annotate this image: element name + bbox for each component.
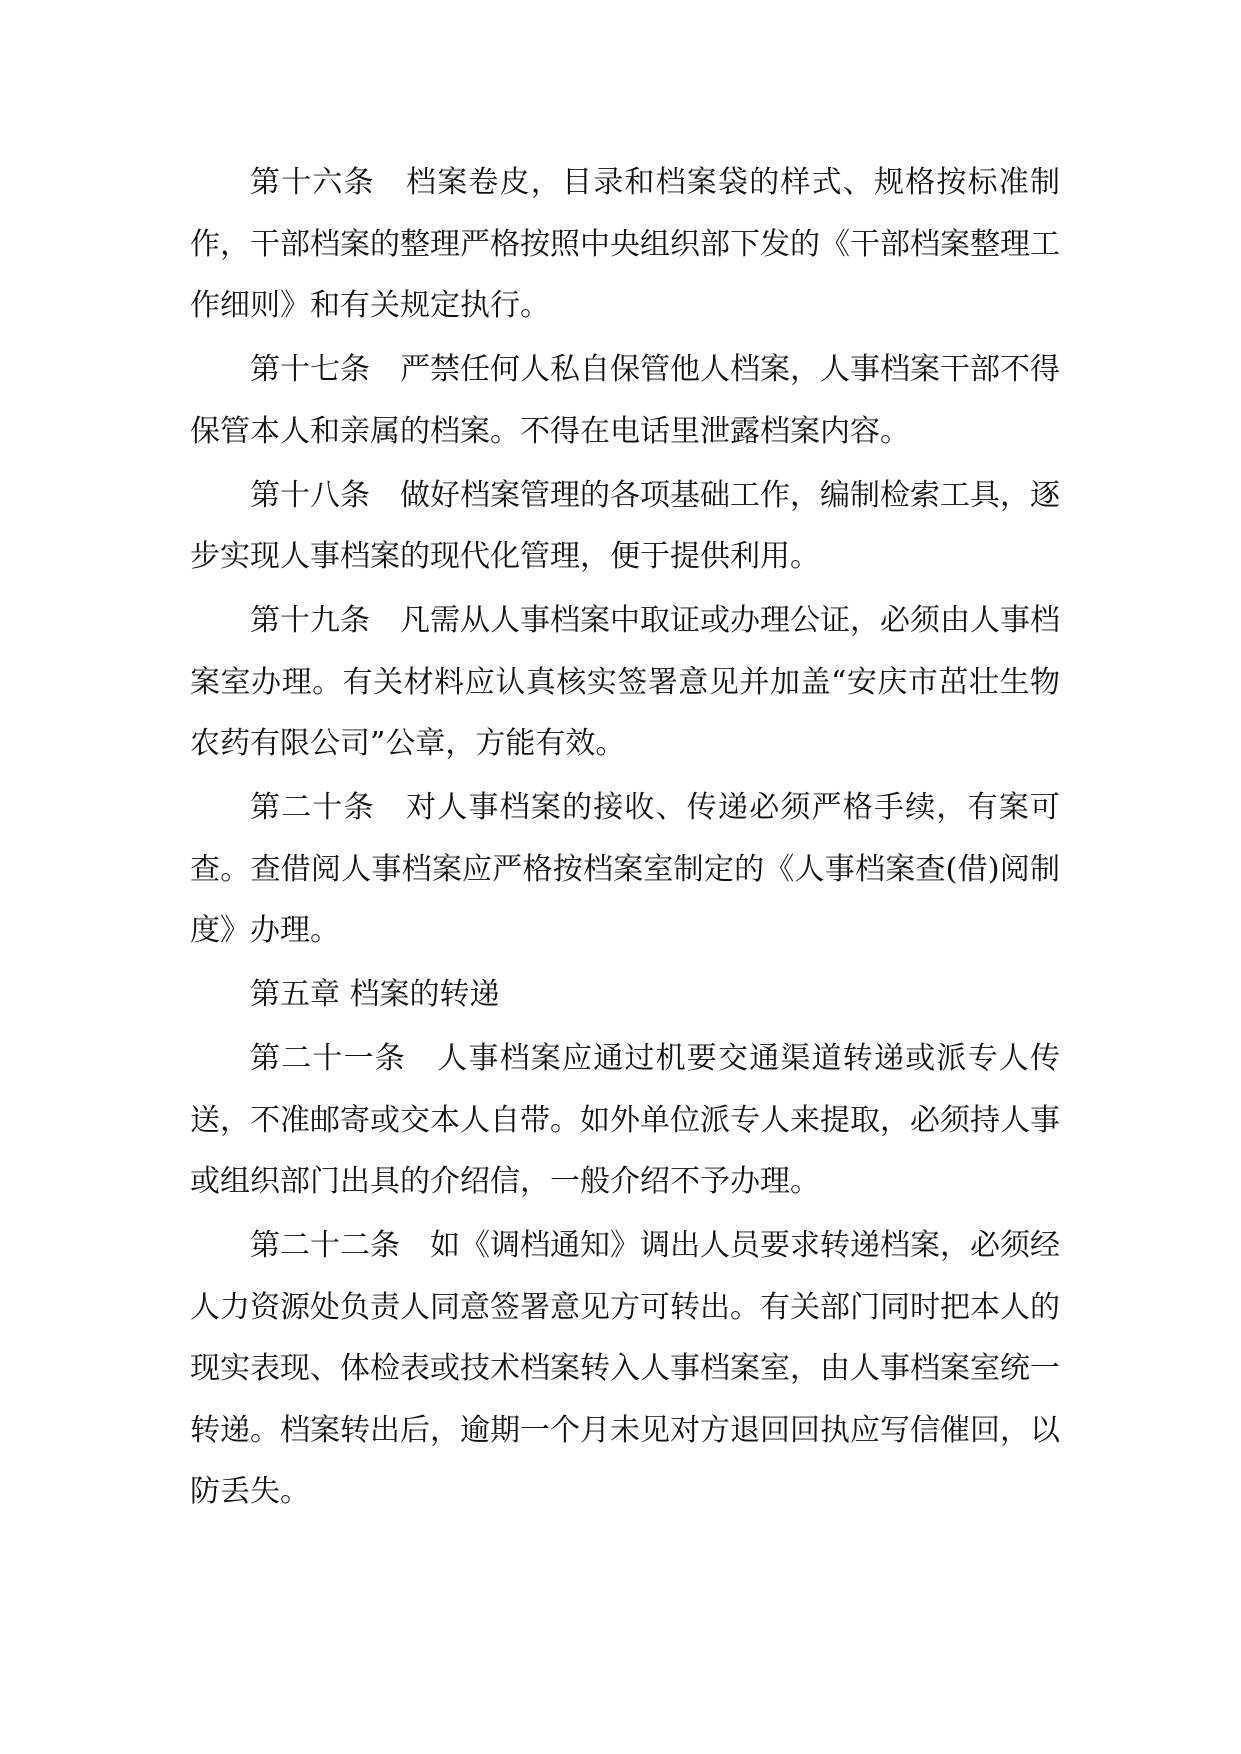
- article-17-paragraph: 第十七条 严禁任何人私自保管他人档案，人事档案干部不得保管本人和亲属的档案。不得在电话里泄露档案内容。: [190, 352, 1060, 449]
- article-21-paragraph: 第二十一条 人事档案应通过机要交通渠道转递或派专人传送，不准邮寄或交本人自带。如外单位派专人来提取，必须持人事或组织部门出具的介绍信，一般介绍不予办理。: [190, 1041, 1060, 1199]
- document-body: [190, 152, 1060, 1525]
- article-20-paragraph: 第二十条 对人事档案的接收、传递必须严格手续，有案可查。查借阅人事档案应严格按档案室制定的《人事档案查(借)阅制度》办理。: [190, 790, 1060, 948]
- chapter-5-heading: 第五章 档案的转递: [250, 977, 500, 1012]
- article-22-paragraph: 第二十二条 如《调档通知》调出人员要求转递档案，必须经人力资源处负责人同意签署意见方可转出。有关部门同时把本人的现实表现、体检表或技术档案转入人事档案室，由人事档案室统一转递。档案转出后，逾期一个月未见对方退回回执应写信催回，以防丢失。: [190, 1228, 1060, 1509]
- article-16-paragraph: 第十六条 档案卷皮，目录和档案袋的样式、规格按标准制作，干部档案的整理严格按照中央组织部下发的《干部档案整理工作细则》和有关规定执行。: [190, 165, 1060, 323]
- article-19-paragraph: 第十九条 凡需从人事档案中取证或办理公证，必须由人事档案室办理。有关材料应认真核实签署意见并加盖“安庆市茁壮生物农药有限公司”公章，方能有效。: [190, 603, 1060, 761]
- article-18-paragraph: 第十八条 做好档案管理的各项基础工作，编制检索工具，逐步实现人事档案的现代化管理，便于提供利用。: [190, 477, 1060, 574]
